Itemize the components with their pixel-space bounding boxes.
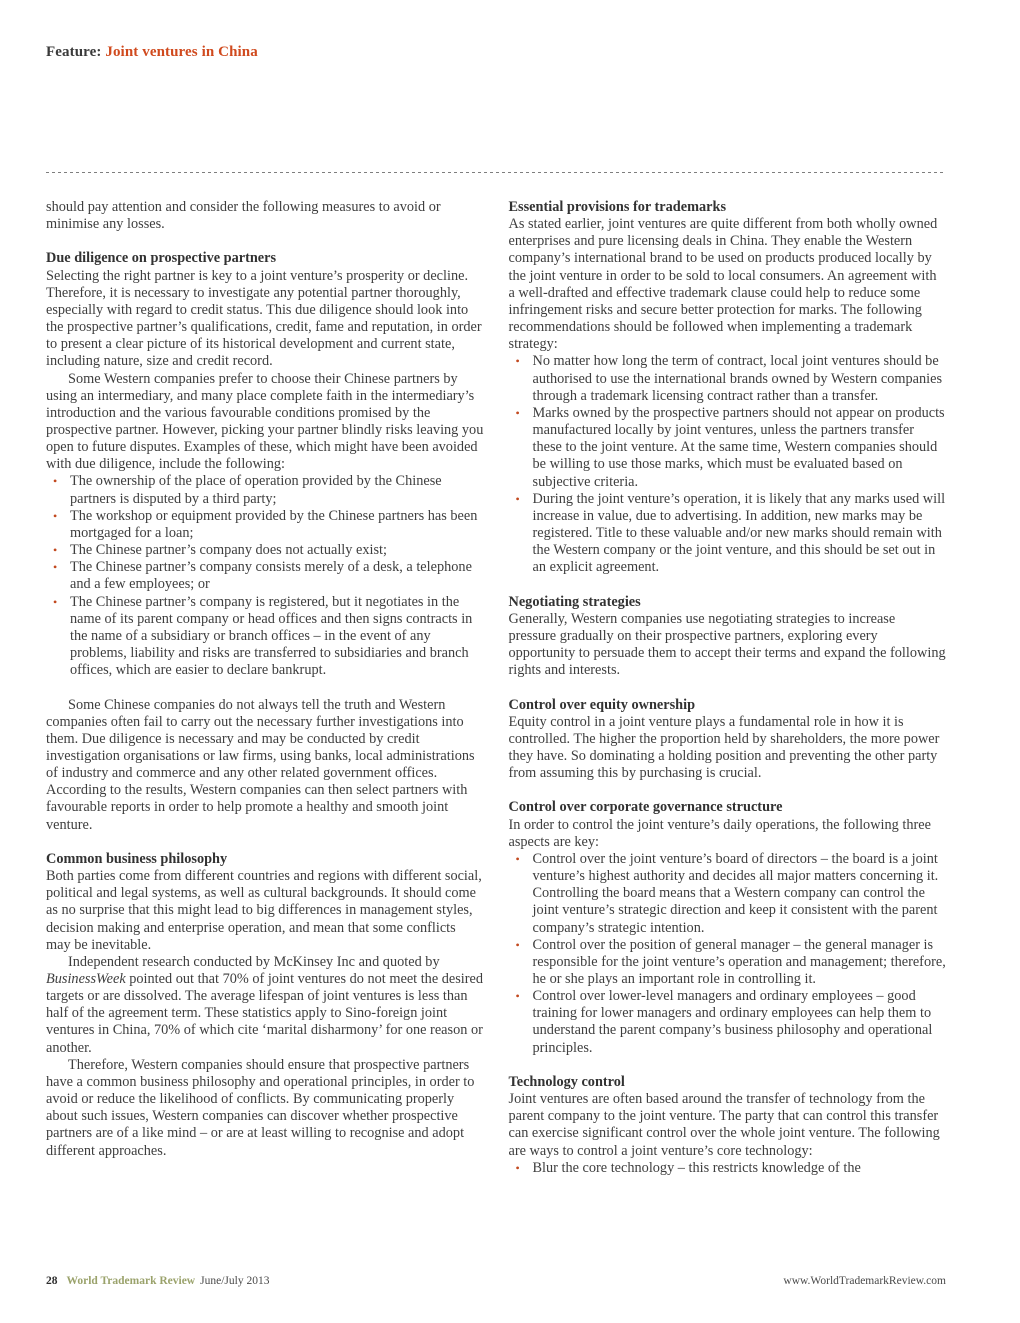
bullet-icon: • [515,354,520,369]
bullet-icon: • [515,851,520,866]
bullet-text: Control over the joint venture’s board of directors – the board is a joint venture’s highest authority and decides all major matters concerning it. Controlling the board means that a Western company can control the joint venture’s strategic direction and keep it consistent with the parent company’s strategic intention. [532,850,939,936]
bullet-item [509,937,947,988]
bullet-list [509,851,947,1057]
bullet-text: Marks owned by the prospective partners should not appear on products manufactured locally by joint ventures, unless the partners transfer these to the joint venture. At the same time, Western companies should be willing to use those marks, which must be evaluated based on subjective criteria. [532,404,945,490]
bullet-icon: • [515,937,520,952]
paragraph: Some Chinese companies do not always tell the truth and Western companies often fail to carry out the necessary further investigations into them. Due diligence is necessary and may be conducted by credit investigation organisations or law firms, using banks, local administrations of industry and commerce and any other related government offices. According to the results, Western companies can then select partners with favourable reports in order to help promote a healthy and smooth joint venture. [46,696,475,833]
bullet-item [509,1160,947,1177]
paragraph: In order to control the joint venture’s daily operations, the following three aspects are key: [508,816,931,850]
section-heading: Control over corporate governance structure [508,799,783,816]
article-body [46,199,946,1177]
bullet-text: The ownership of the place of operation provided by the Chinese partners is disputed by a third party; [70,473,442,507]
bullet-item [46,559,484,593]
bullet-text: Control over the position of general manager – the general manager is responsible for the joint venture’s operation and management; therefore, he or she plays an important role in controlling it. [532,936,946,987]
section-heading: Essential provisions for trademarks [508,199,727,215]
bullet-item [46,508,484,542]
bullet-icon: • [515,405,520,420]
paragraph: Generally, Western companies use negotiating strategies to increase pressure gradually on their prospective partners, exploring every opportunity to persuade them to accept their terms and expand the following rights and interests. [508,610,946,679]
bullet-icon: • [515,1160,520,1175]
section-heading: Control over equity ownership [508,696,696,713]
bullet-list [509,1160,947,1177]
section-heading: Due diligence on prospective partners [46,250,277,267]
footer-website: www.WorldTrademarkReview.com [783,1275,946,1287]
paragraph: Therefore, Western companies should ensure that prospective partners have a common business philosophy and operational principles, in order to avoid or reduce the likelihood of conflicts. By communicating properly about such issues, Western companies can discover whether prospective partners are of a like mind – or are at least willing to recognise and adopt different approaches. [46,1056,475,1159]
bullet-list [509,353,947,576]
bullet-icon: • [53,508,58,523]
bullet-item [46,542,484,559]
feature-label: Feature: [46,44,102,60]
paragraph: Selecting the right partner is key to a joint venture’s prosperity or decline. Therefore, it is necessary to investigate any potential partner thoroughly, especially with regard to credit status. This due diligence should look into the prospective partner’s qualifications, credit, fame and reputation, in order to present a clear picture of its historical development and current state, including nature, size and credit record. [46,267,482,370]
feature-title: Joint ventures in China [105,44,258,60]
bullet-item [509,491,947,577]
paragraph: should pay attention and consider the following measures to avoid or minimise any losses. [46,199,441,233]
bullet-text: During the joint venture’s operation, it is likely that any marks used will increase in value, due to advertising. In addition, new marks may be registered. Title to these valuable and/or new marks should remain with the Western company or the joint venture, and this should be set out in an explicit agreement. [532,490,946,576]
issue-date: June/July 2013 [200,1275,270,1287]
bullet-text: No matter how long the term of contract, local joint ventures should be authorised to use the international brands owned by Western companies through a trademark licensing contract rather than a transfer. [532,353,943,404]
right-column [509,199,947,1177]
footer-left [46,1274,269,1288]
bullet-icon: • [53,560,58,575]
bullet-text: The Chinese partner’s company consists merely of a desk, a telephone and a few employees; or [70,559,472,593]
bullet-icon: • [515,491,520,506]
page-number: 28 [46,1275,58,1287]
bullet-item [509,405,947,491]
bullet-list [46,473,484,679]
section-heading: Common business philosophy [46,850,228,867]
bullet-text: Blur the core technology – this restricts knowledge of the [532,1159,861,1176]
bullet-text: The Chinese partner’s company is registered, but it negotiates in the name of its parent company or head offices and then signs contracts in the name of a subsidiary or branch offices – in the event of any problems, liability and risks are transferred to subsidiaries and branch offices, which are easier to declare bankrupt. [70,593,473,679]
paragraph: Equity control in a joint venture plays a fundamental role in how it is controlled. The higher the proportion held by shareholders, the more power they have. So dominating a holding position and preventing the other party from assuming this by purchasing is crucial. [508,713,940,782]
bullet-icon: • [53,543,58,558]
bullet-icon: • [53,474,58,489]
bullet-text: The workshop or equipment provided by the Chinese partners has been mortgaged for a loan; [70,507,478,541]
bullet-item [46,594,484,680]
paragraph: Some Western companies prefer to choose their Chinese partners by using an intermediary, and many place complete faith in the intermediary’s introduction and the various favourable conditions promised by the prospective partner. However, picking your partner blindly risks leaving you open to future disputes. Examples of these, which might have been avoided with due diligence, include the following: [46,370,484,473]
bullet-text: Control over lower-level managers and ordinary employees – good training for lower managers and ordinary employees can help them to understand the parent company’s business philosophy and operational principles. [532,988,933,1056]
dotted-divider [46,172,946,173]
page-footer [46,1274,946,1288]
left-column [46,199,484,1177]
bullet-item [509,353,947,404]
bullet-icon: • [53,594,58,609]
section-heading: Technology control [508,1073,625,1090]
bullet-item [509,851,947,937]
bullet-item [509,988,947,1057]
section-heading: Negotiating strategies [508,593,641,610]
paragraph: As stated earlier, joint ventures are quite different from both wholly owned enterprises and pure licensing deals in China. They enable the Western company’s international brand to be used on products produced locally by the joint venture in order to be sold to local consumers. An agreement with a well-drafted and effective trademark clause could help to reduce some infringement risks and secure better protection for marks. The following recommendations should be followed when implementing a trademark strategy: [508,216,938,353]
page-header [46,44,258,61]
bullet-text: The Chinese partner’s company does not actually exist; [70,542,387,559]
bullet-icon: • [515,989,520,1004]
publication-name: World Trademark Review [66,1275,196,1287]
paragraph: Both parties come from different countries and regions with different social, political and legal systems, as well as cultural backgrounds. It should come as no surprise that this might lead to big differences in management styles, decision making and enterprise operation, and mean that some conflicts may be inevitable. [46,868,482,953]
paragraph: Joint ventures are often based around the transfer of technology from the parent company to the joint venture. The party that can control this transfer can exercise significant control over the whole joint venture. The following are ways to control a joint venture’s core technology: [508,1091,940,1159]
bullet-item [46,473,484,507]
paragraph: Independent research conducted by McKinsey Inc and quoted by BusinessWeek pointed out that 70% of joint ventures do not meet the desired targets or are dissolved. The average lifespan of joint ventures is less than half of the agreement term. These statistics apply to Sino-foreign joint ventures in China, 70% of which cite ‘marital disharmony’ for one reason or another. [46,953,484,1056]
